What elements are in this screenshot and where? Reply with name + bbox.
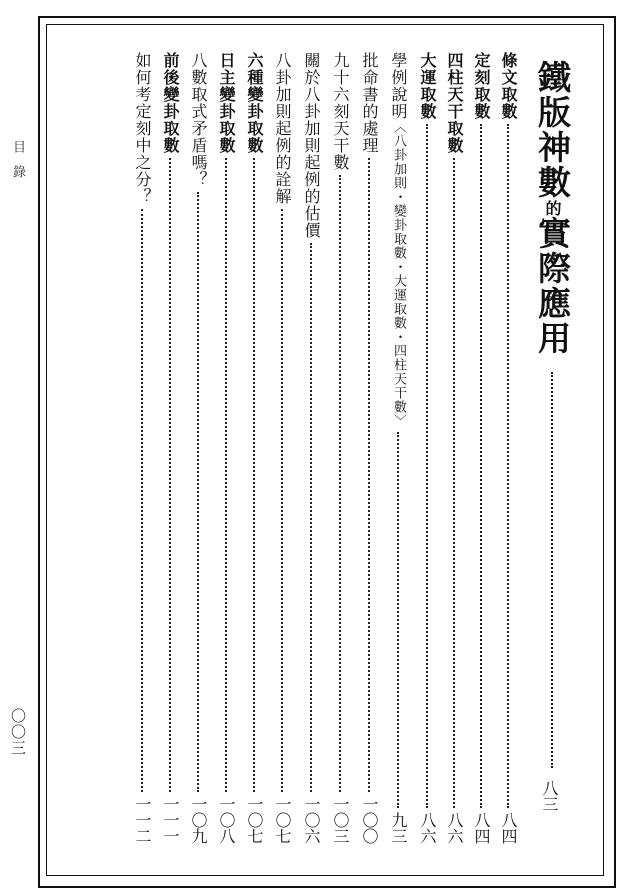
leader-dots [507, 124, 509, 808]
leader-dots [141, 209, 143, 792]
toc-entry[interactable] [444, 52, 464, 844]
toc-title-page: 八三 [540, 780, 559, 812]
leader-dots [169, 158, 171, 792]
toc-entry-page: 八六 [418, 812, 437, 844]
toc-entry-text: 批命書的處理 [360, 52, 379, 154]
leader-dots [310, 243, 312, 792]
leader-dots [197, 192, 199, 792]
leader-dots [368, 158, 370, 792]
toc-title [532, 60, 572, 356]
toc-title-part2: 實際應用 [533, 216, 572, 356]
toc-entry-page: 八四 [499, 812, 518, 844]
toc-entry-page: 一〇七 [245, 796, 264, 844]
toc-entry[interactable] [359, 52, 379, 844]
toc-entry-page: 一〇八 [217, 796, 236, 844]
toc-entry[interactable] [388, 52, 408, 844]
toc-entry-page: 一〇七 [273, 796, 292, 844]
leader-dots [253, 158, 255, 792]
toc-entry[interactable] [301, 52, 321, 844]
toc-entry-text: 定刻取數 [472, 52, 491, 120]
toc-entry-page: 一〇六 [302, 796, 321, 844]
leader-dots [281, 209, 283, 792]
toc-entry[interactable] [272, 52, 292, 844]
leader-dots [339, 175, 341, 792]
margin-section-label: 目錄 [10, 140, 25, 190]
toc-entry-page: 一一一 [161, 796, 180, 844]
toc-entry-page: 一〇三 [331, 796, 350, 844]
toc-entry-page: 八四 [472, 812, 491, 844]
toc-entry-page: 九三 [389, 812, 408, 844]
toc-entry[interactable] [188, 52, 208, 844]
toc-entry-text: 前後變卦取數 [161, 52, 180, 154]
toc-entry-text: 六種變卦取數 [245, 52, 264, 154]
toc-entry[interactable] [330, 52, 350, 844]
leader-dots [426, 124, 428, 808]
leader-dots [225, 158, 227, 792]
toc-entry-text: 條文取數 [499, 52, 518, 120]
toc-entry-text: 日主變卦取數 [217, 52, 236, 154]
toc-entry[interactable] [244, 52, 264, 844]
toc-entry-page: 八六 [445, 812, 464, 844]
toc-entry-text: 八數取式矛盾嗎？ [189, 52, 208, 188]
toc-entry-text: 大運取數 [418, 52, 437, 120]
toc-title-leader-dots [551, 372, 553, 768]
toc-entry-page: 一一二 [133, 796, 152, 844]
toc-entry[interactable] [417, 52, 437, 844]
page-frame-inner [46, 24, 604, 876]
toc-entry-text: 關於八卦加則起例的估價 [302, 52, 321, 239]
toc-title-part1: 鐵版神數 [533, 60, 572, 200]
leader-dots [453, 158, 455, 808]
toc-entry[interactable] [216, 52, 236, 844]
toc-entry-text: 九十六刻天干數 [331, 52, 350, 171]
toc-entry-page: 一〇〇 [360, 796, 379, 844]
toc-entry-text: 學例說明 [389, 52, 408, 120]
toc-entry[interactable] [132, 52, 152, 844]
toc-entry-subtitle: 〈八卦加則・變卦取數・大運取數・四柱天干數〉 [391, 120, 406, 428]
toc-entry[interactable] [471, 52, 491, 844]
toc-entry-text: 四柱天干取數 [445, 52, 464, 154]
leader-dots [397, 432, 399, 808]
leader-dots [480, 124, 482, 808]
toc-entry-text: 八卦加則起例的詮解 [273, 52, 292, 205]
toc-entry-page: 一〇九 [189, 796, 208, 844]
toc-entry-text: 如何考定刻中之分？ [133, 52, 152, 205]
toc-title-particle: 的 [543, 200, 562, 216]
toc-entry[interactable] [498, 52, 518, 844]
toc-entry[interactable] [160, 52, 180, 844]
margin-page-number: 〇〇三 [9, 708, 27, 756]
